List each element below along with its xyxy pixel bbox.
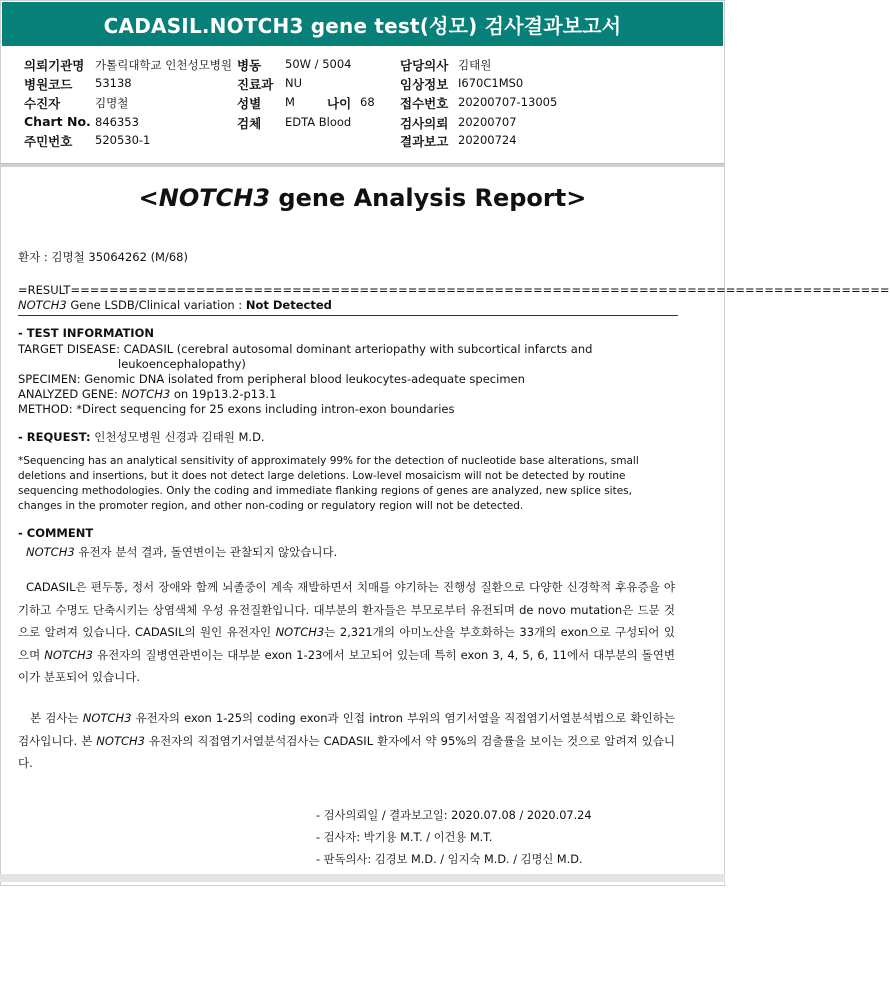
- signature-testers: - 검사자: 박기용 M.T. / 이건용 M.T.: [316, 831, 493, 844]
- para2-text-a: 본 검사는: [30, 711, 83, 725]
- field-label: 나이: [327, 96, 352, 111]
- target-disease-line2: leukoencephalopathy): [118, 357, 246, 371]
- field-value: 520530-1: [95, 133, 151, 147]
- header-divider: [0, 163, 725, 167]
- field-value: 20200724: [458, 133, 517, 147]
- signature-dates: - 검사의뢰일 / 결과보고일: 2020.07.08 / 2020.07.24: [316, 809, 592, 822]
- field-value: 846353: [95, 115, 139, 129]
- field-label: 담당의사: [400, 58, 449, 73]
- test-info-heading: - TEST INFORMATION: [18, 326, 154, 340]
- field-value: 김태원: [458, 58, 492, 72]
- para1-text-c: 유전자의 질병연관변이는 대부분 exon 1-23에서 보고되어 있는데 특히 exon 3, 4, 5, 6, 11에서 대부분의 돌연변이가 분포되어 있습니다.: [18, 647, 675, 684]
- analyzed-gene-locus: on 19p13.2-p13.1: [170, 387, 277, 401]
- field-value: M: [285, 95, 295, 109]
- result-value: Not Detected: [245, 298, 332, 312]
- comment-gene: NOTCH3: [26, 545, 75, 559]
- field-value: 20200707-13005: [458, 95, 558, 109]
- para1-gene: NOTCH3: [275, 625, 325, 639]
- result-line: [18, 298, 332, 312]
- result-divider: [18, 315, 678, 316]
- analyzed-gene-line: [18, 387, 276, 401]
- comment-summary-text: 유전자 분석 결과, 돌연변이는 관찰되지 않았습니다.: [74, 545, 338, 559]
- field-value: 68: [360, 95, 375, 109]
- specimen-line: SPECIMEN: Genomic DNA isolated from peripheral blood leukocytes-adequate specimen: [18, 372, 525, 386]
- field-label: 병동: [237, 58, 262, 73]
- field-value: 20200707: [458, 115, 517, 129]
- field-value: I670C1MS0: [458, 76, 524, 90]
- field-value: 김명철: [95, 96, 129, 110]
- para2-gene: NOTCH3: [96, 733, 145, 748]
- field-label: 검사의뢰: [400, 116, 449, 131]
- request-value: 인천성모병원 신경과 김태원 M.D.: [90, 430, 265, 444]
- para2-text-b: 유전자의 exon 1-25의 coding exon과 인접 intron 부위의 염기서열을 직접염기서열분석법으로 확인하는 검사입니다. 본: [18, 711, 675, 748]
- target-disease-line1: TARGET DISEASE: CADASIL (cerebral autosomal dominant arteriopathy with subcortical infarcts and: [18, 342, 593, 356]
- analyzed-gene-label: ANALYZED GENE:: [18, 387, 122, 401]
- analyzed-gene: NOTCH3: [121, 387, 171, 401]
- field-label: 검체: [237, 116, 262, 131]
- result-gene: NOTCH3: [18, 298, 67, 312]
- para2-text-c: 유전자의 직접염기서열분석검사는 CADASIL 환자에서 약 95%의 검출률을 보이는 것으로 알려져 있습니다.: [18, 733, 675, 770]
- patient-info-block: [2, 50, 723, 164]
- field-label: 성별: [237, 96, 262, 111]
- report-title: [0, 184, 725, 212]
- result-text: Gene LSDB/Clinical variation :: [66, 298, 246, 312]
- field-label: 병원코드: [24, 77, 73, 92]
- patient-line: 환자 : 김명철 35064262 (M/68): [18, 250, 188, 264]
- field-label: 수진자: [24, 96, 61, 111]
- request-line: [18, 429, 265, 445]
- sequencing-note: *Sequencing has an analytical sensitivity of approximately 99% for the detection of nucleotide base alterations, small deletions and insertions, but it does not detect large deletions. Low-level mosaicism will not be detected by routine sequencing methodologies. Only the coding and immediate flanking regions of genes are analyzed, new splice sites, changes in the promoter region, and other non-coding or regulatory region will not be detected.: [18, 455, 639, 512]
- comment-heading: - COMMENT: [18, 526, 94, 540]
- title-gene: NOTCH3: [158, 184, 271, 212]
- para1-text-a: CADASIL은 편두통, 정서 장애와 함께 뇌졸중이 계속 재발하면서 치매를 야기하는 진행성 질환으로 다양한 신경학적 후유증을 야기하고 수명도 단축시키는 상염색체 우성 유전질환입니다. 대부분의 환자들은 부모로부터 유전되며 de novo mutation은 드문 것으로 알려져 있습니다. CADASIL의 원인 유전자인: [18, 580, 675, 639]
- report-header-title: CADASIL.NOTCH3 gene test(성모) 검사결과보고서: [2, 2, 723, 46]
- comment-summary: [26, 544, 337, 560]
- request-heading: - REQUEST:: [18, 430, 91, 444]
- comment-paragraph-2: [18, 707, 675, 775]
- field-label: 의뢰기관명: [24, 58, 85, 73]
- title-text: gene Analysis Report>: [270, 184, 587, 212]
- para1-gene: NOTCH3: [44, 647, 93, 662]
- field-label: 주민번호: [24, 134, 73, 149]
- field-label: 진료과: [237, 77, 274, 92]
- method-line: METHOD: *Direct sequencing for 25 exons including intron-exon boundaries: [18, 402, 455, 416]
- field-label: Chart No.: [24, 114, 91, 129]
- field-value: 53138: [95, 76, 132, 90]
- field-value: 50W / 5004: [285, 57, 352, 71]
- field-value: NU: [285, 76, 303, 90]
- field-label: 접수번호: [400, 96, 449, 111]
- field-label: 임상정보: [400, 77, 449, 92]
- field-label: 결과보고: [400, 134, 449, 149]
- comment-paragraph-1: [18, 576, 675, 689]
- para2-gene: NOTCH3: [82, 711, 132, 725]
- footer-divider: [0, 874, 725, 882]
- field-value: 가톨릭대학교 인천성모병원: [95, 58, 232, 72]
- result-rule: =RESULT=====================================================================================: [18, 283, 890, 297]
- field-value: EDTA Blood: [285, 115, 352, 129]
- para1-text-b: 는 2,321개의 아미노산을 부호화하는 33개의 exon으로 구성되어 있으며: [18, 625, 675, 662]
- title-bracket: <: [138, 184, 159, 212]
- signature-readers: - 판독의사: 김경보 M.D. / 임지숙 M.D. / 김명신 M.D.: [316, 853, 583, 866]
